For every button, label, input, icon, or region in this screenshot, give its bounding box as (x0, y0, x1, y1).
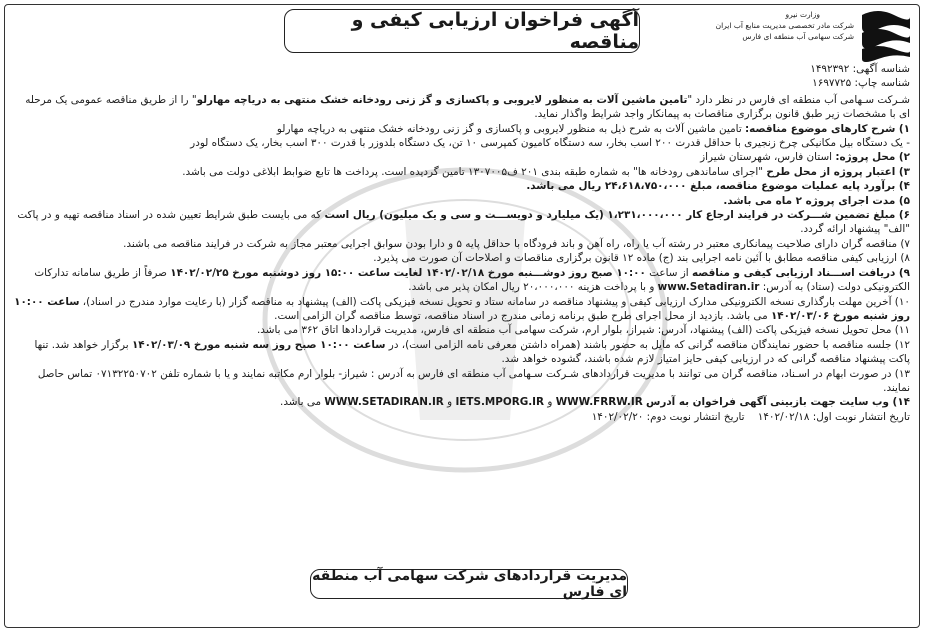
item-1-equipment: - یک دستگاه بیل مکانیکی چرخ زنجیری با حداقل قدرت ۲۰۰ اسب بخار، سه دستگاه کامیون کمپرسی ۱۰ تن، یک دستگاه بلدوزر با قدرت ۳۰۰ اسب بخار، یک دستگاه لودر (190, 137, 910, 150)
item-1: ۱) شرح کارهای موضوع مناقصه: تامین ماشین آلات به شرح ذیل به منظور لایروبی و پاکسازی و گز زنی رودخانه خشک منتهی به دریاچه مهارلو (276, 122, 910, 135)
item-5: ۵) مدت اجرای پروژه ۲ ماه می باشد. (723, 194, 910, 207)
notice-title: آگهی فراخوان ارزیابی کیفی و مناقصه (351, 9, 639, 53)
frrw-link[interactable]: WWW.FRRW.IR (555, 396, 643, 409)
intro-paragraph: شـرکت سـهامی آب منطقه ای فارس در نظر دارد "تامین ماشین آلات به منظور لایروبی و پاکسازی و گز زنی رودخانه خشک منتهی به دریاچه مهارلو" را از طریق مناقصه عمومی یک مرحله ای با مشخصات زیر طبق قانون برگزاری مناقصات به پیمانکار واجد شرایط واگذار نماید. (25, 93, 910, 121)
item-2: ۲) محل پروژه: استان فارس، شهرستان شیراز (700, 151, 910, 164)
setadiran-site-link[interactable]: WWW.SETADIRAN.IR (324, 396, 444, 409)
logo-ministry-text: وزارت نیرو (785, 10, 820, 19)
first-publication-date: تاریخ انتشار نوبت اول: ۱۴۰۲/۰۲/۱۸ (757, 410, 910, 423)
item-4: ۴) برآورد پایه عملیات موضوع مناقصه، مبلغ ۲۴،۶۱۸،۷۵۰،۰۰۰ ریال می باشد. (526, 180, 910, 193)
item-9: ۹) دریافت اســـناد ارزیابی کیفی و مناقصه از ساعت ۱۰:۰۰ صبح روز دوشـــنبه مورخ ۱۴۰۲/۰۲/۱۸ لغایت ساعت ۱۵:۰۰ روز دوشنبه مورخ ۱۴۰۲/۰۲/۲۵ صرفاً از طریق سامانه تدارکات الکترونیکی دولت (ستاد) به آدرس: www.Setadiran.ir و با پرداخت هزینه ۲۰،۰۰۰،۰۰۰ ریال امکان پذیر می باشد. (34, 266, 910, 294)
logo-parent-company-text: شرکت مادر تخصصی مدیریت منابع آب ایران (715, 21, 854, 30)
item-3: ۳) اعتبار پروژه از محل طرح "اجرای ساماندهی رودخانه ها" به شماره طبقه بندی ۲۰۱ ف۱۳۰۷۰۰۵ تامین گردیده است. پرداخت ها تابع ضوابط ابلاغی دولت می باشد. (182, 165, 910, 178)
item-12: ۱۲) جلسه مناقصه با حضور نمایندگان مناقصه گرانی که مایل به حضور باشند (همراه داشتن معرفی نامه الزامی است)، در ساعت ۱۰:۰۰ صبح روز سه شنبه مورخ ۱۴۰۲/۰۳/۰۹ برگزار خواهد شد. تنها پاکت پیشنهاد مناقصه گرانی که در ارزیابی کیفی حایز امتیاز لازم شده باشند، گشوده خواهد شد. (34, 338, 910, 366)
footer-banner (310, 569, 628, 599)
notice-id: شناسه آگهی: ۱۴۹۲۳۹۲ (810, 63, 910, 75)
publication-dates (14, 410, 910, 424)
iets-link[interactable]: IETS.MPORG.IR (455, 396, 545, 409)
setadiran-link[interactable]: www.Setadiran.ir (657, 281, 760, 294)
item-8: ۸) ارزیابی کیفی مناقصه مطابق با آئین نامه اجرایی بند (ج) ماده ۱۲ قانون برگزاری مناقصات و اصلاحات آن صورت می پذیرد. (373, 252, 910, 265)
print-id: شناسه چاپ: ۱۶۹۷۷۲۵ (812, 77, 910, 90)
item-13: ۱۳) در صورت ابهام در اسـناد، مناقصه گران می توانند با مدیریت قراردادهای شـرکت سـهامی آب منطقه ای فارس به آدرس : شیراز- بلوار ارم مکاتبه نمایند و یا با شماره تلفن ۰۷۱۳۲۲۵۰۷۰۲ تماس حاصل نمایند. (37, 367, 910, 394)
item-10: ۱۰) آخرین مهلت بارگذاری نسخه الکترونیکی مدارک ارزیابی کیفی و پیشنهاد مناقصه در سامانه ستاد و تحویل نسخه فیزیکی پاکت (الف) پیشنهاد به مناقصه گزار (با رعایت موارد مندرج در اسناد)، ساعت ۱۰:۰۰ روز شنبه مورخ ۱۴۰۲/۰۳/۰۶ می باشد. بازدید از محل اجرای طرح طبق برنامه زمانی مندرج در اسناد مناقصه، توسط مناقصه گران الزامی است. (14, 295, 910, 322)
item-7: ۷) مناقصه گران دارای صلاحیت پیمانکاری معتبر در رشته آب یا راه، راه آهن و باند فرودگاه با حداقل پایه ۵ و دارا بودن سوابق اجرایی معتبر مجاز به شرکت در فرایند مناقصه می باشند. (123, 237, 910, 250)
footer-title: مدیریت قراردادهای شرکت سهامی آب منطقه ای فارس (312, 568, 627, 600)
item-11: ۱۱) محل تحویل نسخه فیزیکی پاکت (الف) پیشنهاد، آدرس: شیراز، بلوار ارم، شرکت سهامی آب منطقه ای فارس، مدیریت قراردادها اتاق ۳۶۲ می باشد. (256, 324, 910, 337)
water-wave-emblem-icon (858, 7, 914, 63)
notice-body (14, 62, 910, 424)
item-14: ۱۴) وب سایت جهت بازبینی آگهی فراخوان به آدرس WWW.FRRW.IR و IETS.MPORG.IR و WWW.SETADIRAN.IR می باشد. (280, 396, 910, 409)
logo-company-text: شرکت سهامی آب منطقه ای فارس (742, 32, 854, 41)
second-publication-date: تاریخ انتشار نوبت دوم: ۱۴۰۲/۰۲/۲۰ (591, 410, 745, 423)
item-6: ۶) مبلغ تضمین شـــرکت در فرایند ارجاع کار ۱،۲۳۱،۰۰۰،۰۰۰ (یک میلیارد و دویســـت و سی و یک میلیون) ریال است که می بایست طبق شرایط تعیین شده در اسناد مناقصه تهیه و در پاکت "الف" پیشنهاد ارائه گردد. (17, 209, 910, 236)
notice-title-banner (284, 9, 640, 53)
